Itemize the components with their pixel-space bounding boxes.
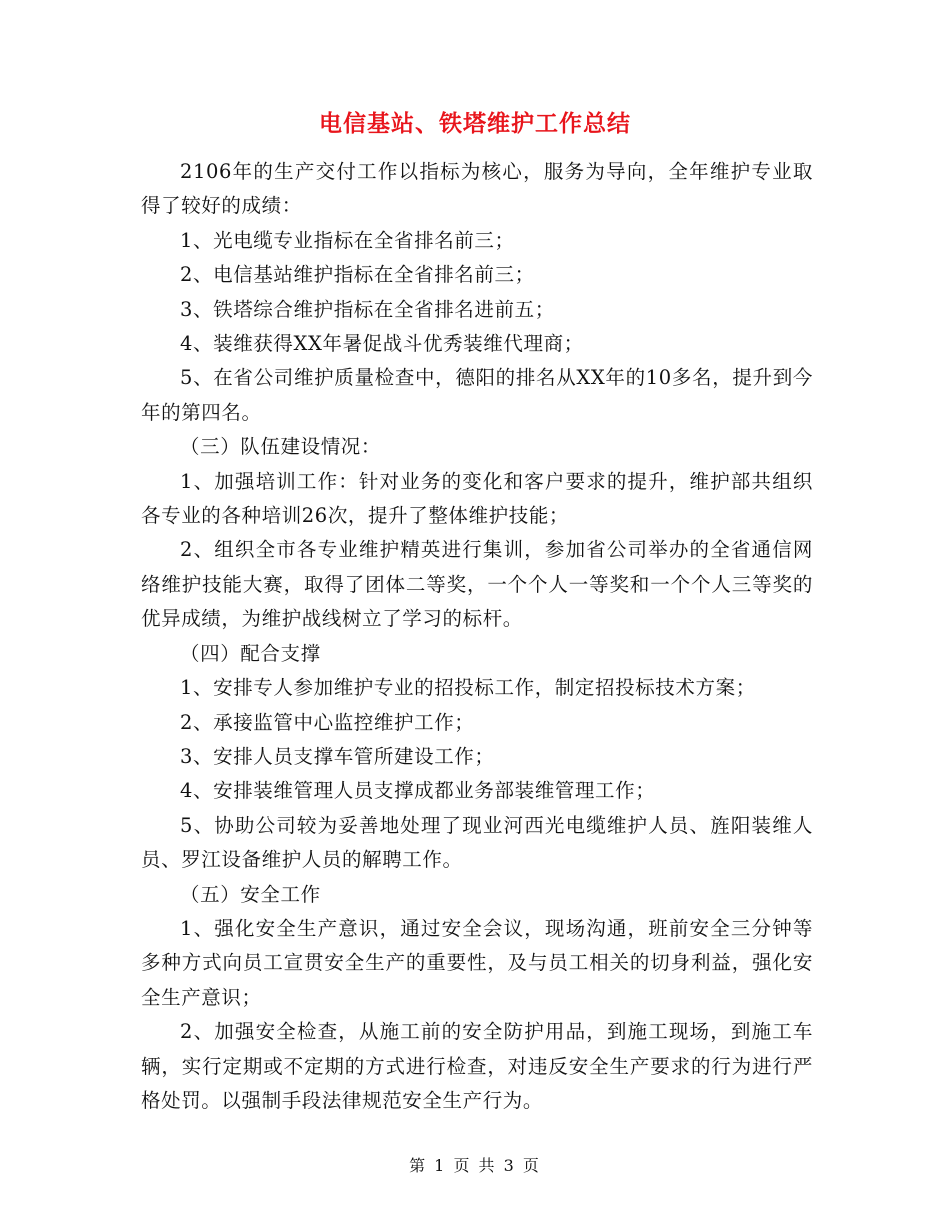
paragraph: 3、铁塔综合维护指标在全省排名进前五； <box>180 297 555 321</box>
section-heading: （五）安全工作 <box>180 882 321 906</box>
document-body <box>141 155 813 1118</box>
paragraph: 2、承接监管中心监控维护工作； <box>180 710 475 734</box>
paragraph: 2、组织全市各专业维护精英进行集训，参加省公司举办的全省通信网络维护技能大赛，取得了团体二等奖，一个个人一等奖和一个个人三等奖的优异成绩，为维护战线树立了学习的标杆。 <box>141 538 813 631</box>
paragraph: 5、在省公司维护质量检查中，德阳的排名从XX年的10多名，提升到今年的第四名。 <box>141 366 813 424</box>
section-heading: （三）队伍建设情况： <box>180 435 382 459</box>
document-title: 电信基站、铁塔维护工作总结 <box>319 110 631 137</box>
paragraph: 1、光电缆专业指标在全省排名前三； <box>180 228 515 252</box>
paragraph: 1、安排专人参加维护专业的招投标工作，制定招投标技术方案； <box>180 676 756 700</box>
paragraph: 4、安排装维管理人员支撑成都业务部装维管理工作； <box>180 779 656 803</box>
paragraph: 5、协助公司较为妥善地处理了现业河西光电缆维护人员、旌阳装维人员、罗江设备维护人员的解聘工作。 <box>141 813 813 872</box>
paragraph: 2、电信基站维护指标在全省排名前三； <box>180 263 535 287</box>
paragraph: 2106年的生产交付工作以指标为核心，服务为导向，全年维护专业取得了较好的成绩： <box>141 160 813 218</box>
page-footer: 第 1 页 共 3 页 <box>409 1156 541 1175</box>
section-heading: （四）配合支撑 <box>180 641 321 665</box>
paragraph: 3、安排人员支撑车管所建设工作； <box>180 744 495 768</box>
paragraph: 1、加强培训工作：针对业务的变化和客户要求的提升，维护部共组织各专业的各种培训26次，提升了整体维护技能； <box>141 469 813 528</box>
paragraph: 1、强化安全生产意识，通过安全会议，现场沟通，班前安全三分钟等多种方式向员工宣贯安全生产的重要性，及与员工相关的切身利益，强化安全生产意识； <box>141 916 813 1009</box>
paragraph: 2、加强安全检查，从施工前的安全防护用品，到施工现场，到施工车辆，实行定期或不定期的方式进行检查，对违反安全生产要求的行为进行严格处罚。以强制手段法律规范安全生产行为。 <box>141 1020 813 1112</box>
paragraph: 4、装维获得XX年暑促战斗优秀装维代理商； <box>180 332 584 356</box>
